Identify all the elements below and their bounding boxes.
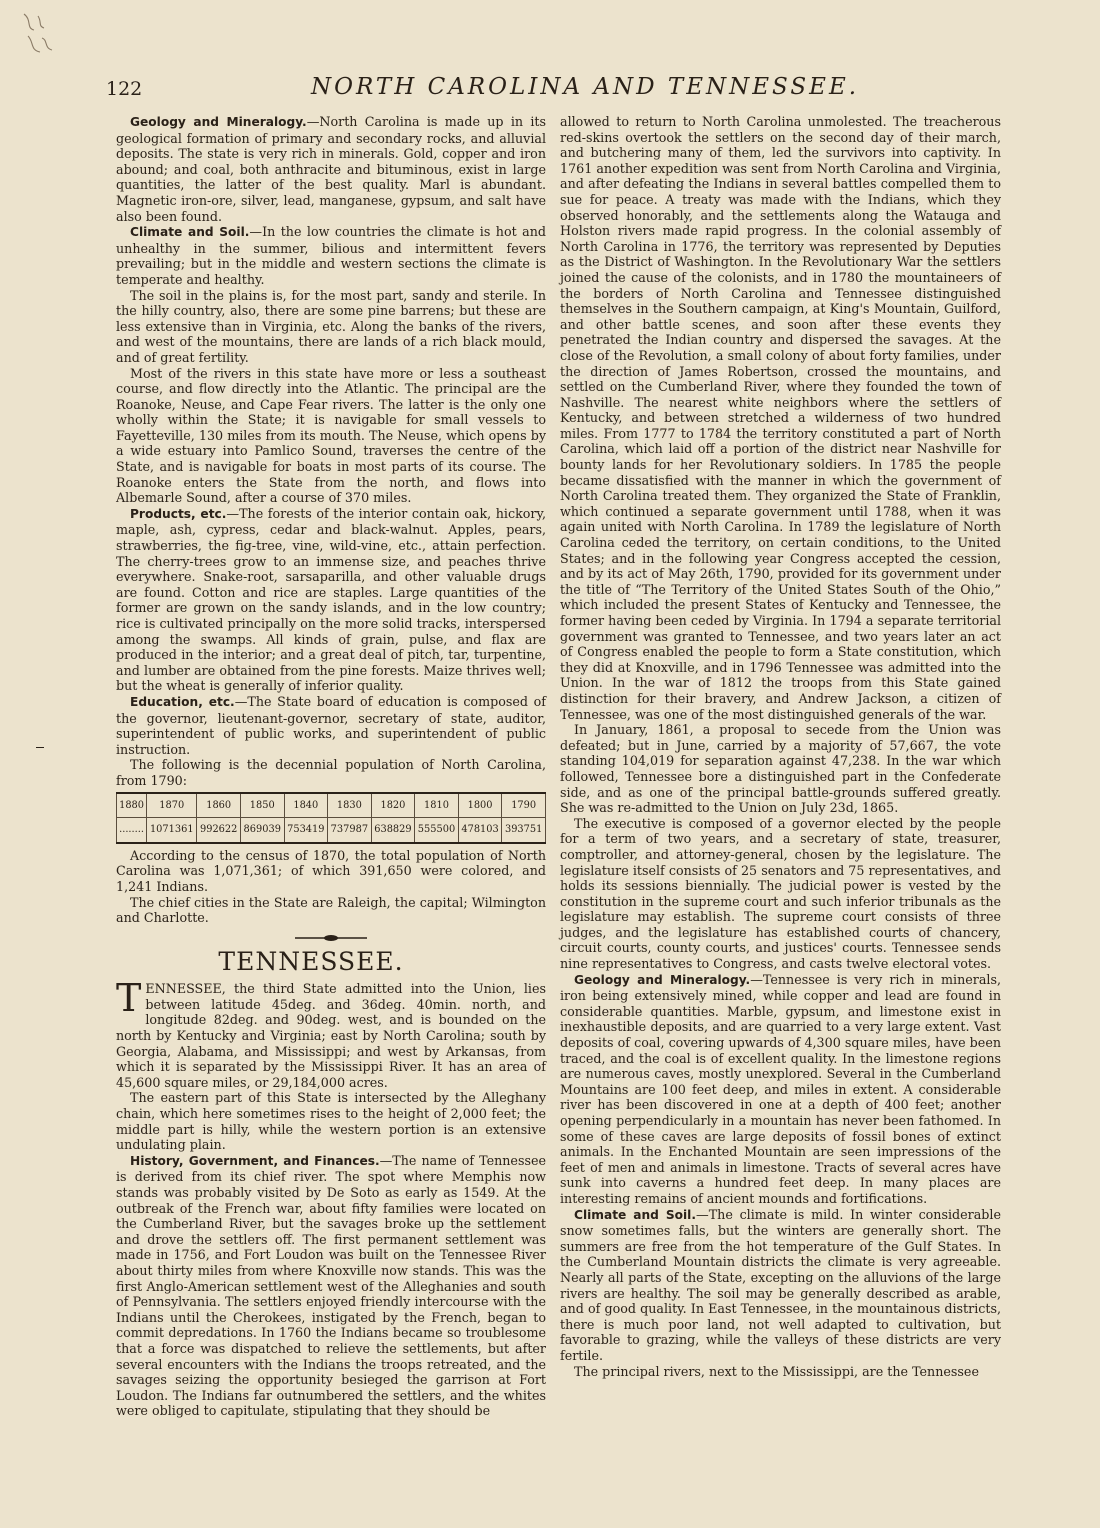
left-column xyxy=(116,114,546,1419)
paragraph: In January, 1861, a proposal to secede from the Union was defeated; but in June, carried by a majority of 57,667, the vote standing 104,019 for separation against 47,238. In the war which followed, Tennessee bore a distinguished part in the Confederate side, and as one of the principal battle-grounds suffered greatly. She was re-admitted to the Union on July 23d, 1865. xyxy=(560,722,1001,816)
table-cell: 1820 xyxy=(371,793,415,818)
running-head xyxy=(106,74,860,104)
table-cell: 638829 xyxy=(371,818,415,843)
right-column xyxy=(560,114,1001,1379)
population-table xyxy=(116,792,546,844)
table-row xyxy=(117,818,546,843)
table-cell: 478103 xyxy=(458,818,502,843)
table-cell: 1860 xyxy=(197,793,241,818)
table-cell: 555500 xyxy=(415,818,459,843)
margin-mark xyxy=(36,747,44,748)
section-heading: History, Government, and Finances. xyxy=(130,1153,380,1168)
table-cell: 1800 xyxy=(458,793,502,818)
table-cell: 992622 xyxy=(197,818,241,843)
running-title: NORTH CAROLINA AND TENNESSEE. xyxy=(311,74,860,100)
table-cell: 1071361 xyxy=(147,818,197,843)
table-cell: ........ xyxy=(117,818,147,843)
table-cell: 869039 xyxy=(240,818,284,843)
paragraph: The principal rivers, next to the Mississippi, are the Tennessee xyxy=(574,1363,979,1379)
table-cell: 1790 xyxy=(502,793,546,818)
page-number: 122 xyxy=(106,78,143,100)
paragraph: The chief cities in the State are Raleigh, the capital; Wilmington and Charlotte. xyxy=(116,894,546,926)
paragraph: The executive is composed of a governor elected by the people for a term of two years, and a secretary of state, treasurer, comptroller, and attorney-general, chosen by the legislature. The legislature itself consists of 25 senators and 75 representatives, and holds its sessions biennially. The judicial power is vested by the constitution in the supreme court and such inferior tribunals as the legislature may establish. The supreme court consists of three judges, and the legislature has established courts of chancery, circuit courts, county courts, and justices' courts. Tennessee sends nine representatives to Congress, and casts twelve electoral votes. xyxy=(560,815,1001,972)
paragraph: Products, etc.—The forests of the interior contain oak, hickory, maple, ash, cypress, cedar and black-walnut. Apples, pears, strawberries, the fig-tree, vine, wild-vine, etc., attain perfection. The cherry-trees grow to an immense size, and peaches thrive everywhere. Snake-root, sarsaparilla, and other valuable drugs are found. Cotton and rice are staples. Large quantities of the former are grown on the sandy islands, and in the low country; rice is cultivated principally on the more solid tracks, interspersed among the swamps. All kinds of grain, pulse, and flax are produced in the interior; and a great deal of pitch, tar, turpentine, and lumber are obtained from the pine forests. Maize thrives well; but the wheat is generally of inferior quality. xyxy=(116,505,546,694)
table-cell: 1810 xyxy=(415,793,459,818)
table-cell: 1880 xyxy=(117,793,147,818)
paragraph: Climate and Soil.—In the low countries the climate is hot and unhealthy in the summer, bilious and intermittent fevers prevailing; but in the middle and western sections the climate is temperate and healthy. xyxy=(116,224,546,287)
paragraph: History, Government, and Finances.—The name of Tennessee is derived from its chief river. The spot where Memphis now stands was probably visited by De Soto as early as 1549. At the outbreak of the French war, about fifty families were located on the Cumberland River, but the savages broke up the settlement and drove the settlers off. The first permanent settlement was made in 1756, and Fort Loudon was built on the Tennessee River about thirty miles from where Knoxville now stands. This was the first Anglo-American settlement west of the Alleghanies and south of Pennsylvania. The settlers enjoyed friendly intercourse with the Indians until the Cherokees, instigated by the French, began to commit depredations. In 1760 the Indians became so troublesome that a force was dispatched to relieve the settlements, but after several encounters with the Indians the troops retreated, and the savages seizing the opportunity besieged the garrison at Fort Loudon. The Indians far outnumbered the settlers, and the whites were obliged to capitulate, stipulating that they should be xyxy=(116,1152,546,1419)
table-cell: 393751 xyxy=(502,818,546,843)
paragraph: allowed to return to North Carolina unmolested. The treacherous red-skins overtook the settlers on the second day of their march, and butchering many of them, led the survivors into captivity. In 1761 another expedition was sent from North Carolina and Virginia, and after defeating the Indians in several battles compelled them to sue for peace. A treaty was made with the Indians, which they observed honorably, and the settlements along the Watauga and Holston rivers made rapid progress. In the colonial assembly of North Carolina in 1776, the territory was represented by Deputies as the District of Washington. In the Revolutionary War the settlers joined the cause of the colonists, and in 1780 the mountaineers of the borders of North Carolina and Tennessee distinguished themselves in the Southern campaign, at King's Mountain, Guilford, and other battle scenes, and soon after these events they penetrated the Indian country and dispersed the savages. At the close of the Revolution, a small colony of about forty families, under the direction of James Robertson, crossed the mountains, and settled on the Cumberland River, where they founded the town of Nashville. The nearest white neighbors where the settlers of Kentucky, and between stretched a wilderness of two hundred miles. From 1777 to 1784 the territory constituted a part of North Carolina, which laid off a portion of the district near Nashville for bounty lands for her Revolutionary soldiers. In 1785 the people became dissatisfied with the manner in which the government of North Carolina treated them. They organized the State of Franklin, which continued a separate government until 1788, when it was again united with North Carolina. In 1789 the legislature of North Carolina ceded the territory, on certain conditions, to the United States; and in the following year Congress accepted the cession, and by its act of May 26th, 1790, provided for its government under the title of “The Territory of the United States South of the Ohio,” which included the present States of Kentucky and Tennessee, the former having been ceded by Virginia. In 1794 a separate territorial government was granted to Tennessee, and two years later an act of Congress enabled the people to form a State constitution, which they did at Knoxville, and in 1796 Tennessee was admitted into the Union. In the war of 1812 the troops from this State gained distinction for their bravery, and Andrew Jackson, a citizen of Tennessee, was one of the most distinguished generals of the war. xyxy=(560,114,1001,722)
section-title: TENNESSEE. xyxy=(218,946,404,976)
section-heading: Products, etc. xyxy=(130,506,227,521)
paragraph: TENNESSEE, the third State admitted into the Union, lies between latitude 45deg. and 36deg. 40min. north, and longitude 82deg. and 90deg. west, and is bounded on the north by Kentucky and Virginia; east by North Carolina; south by Georgia, Alabama, and Mississippi; and west by Arkansas, from which it is separated by the Mississippi River. It has an area of 45,600 square miles, or 29,184,000 acres. xyxy=(116,976,546,1090)
paragraph: Most of the rivers in this state have more or less a southeast course, and flow directly into the Atlantic. The principal are the Roanoke, Neuse, and Cape Fear rivers. The latter is the only one wholly within the State; it is navigable for small vessels to Fayetteville, 130 miles from its mouth. The Neuse, which opens by a wide estuary into Pamlico Sound, traverses the centre of the State, and is navigable for boats in most parts of its course. The Roanoke enters the State from the north, and flows into Albemarle Sound, after a course of 370 miles. xyxy=(116,365,546,506)
section-heading: Climate and Soil. xyxy=(130,225,250,240)
section-heading: Climate and Soil. xyxy=(574,1207,696,1222)
paragraph: Geology and Mineralogy.—North Carolina is made up in its geological formation of primary and secondary rocks, and alluvial deposits. The state is very rich in minerals. Gold, copper and iron abound; and coal, both anthracite and bituminous, exist in large quantities, the latter of the best quality. Marl is abundant. Magnetic iron-ore, silver, lead, manganese, gypsum, and salt have also been found. xyxy=(116,114,546,224)
paragraph: Geology and Mineralogy.—Tennessee is very rich in minerals, iron being extensively mined, while copper and lead are found in considerable quantities. Marble, gypsum, and limestone exist in inexhaustible deposits, and are quarried to a very large extent. Vast deposits of coal, covering upwards of 4,300 square miles, have been traced, and the coal is of excellent quality. In the limestone regions are numerous caves, mostly unexplored. Several in the Cumberland Mountains are 100 feet deep, and miles in extent. A considerable river has been discovered in one at a depth of 400 feet; another opening perpendicularly in a mountain has never been fathomed. In some of these caves are large deposits of fossil bones of extinct animals. In the Enchanted Mountain are seen impressions of the feet of men and animals in limestone. Tracts of several acres have sunk into caverns a hundred feet deep. In many places are interesting remains of ancient mounds and fortifications. xyxy=(560,971,1001,1206)
paragraph: Education, etc.—The State board of education is composed of the governor, lieutenant-governor, secretary of state, auditor, superintendent of public works, and superintendent of public instruction. xyxy=(116,693,547,757)
paragraph: According to the census of 1870, the total population of North Carolina was 1,071,361; of which 391,650 were colored, and 1,241 Indians. xyxy=(116,847,546,894)
table-cell: 1850 xyxy=(240,793,284,818)
paragraph: The eastern part of this State is intersected by the Alleghany chain, which here sometimes rises to the height of 2,000 feet; the middle part is hilly, while the western portion is an extensive undulating plain. xyxy=(116,1090,546,1153)
section-heading: Geology and Mineralogy. xyxy=(574,972,751,987)
table-cell: 1830 xyxy=(328,793,372,818)
table-cell: 1840 xyxy=(284,793,328,818)
table-row xyxy=(117,793,546,818)
divider-ornament xyxy=(291,934,371,942)
section-heading: Geology and Mineralogy. xyxy=(130,115,307,129)
paragraph: The soil in the plains is, for the most part, sandy and sterile. In the hilly country, also, there are some pine barrens; but these are less extensive than in Virginia, etc. Along the banks of the rivers, and west of the mountains, there are lands of a rich black mould, and of great fertility. xyxy=(116,287,546,365)
table-cell: 1870 xyxy=(147,793,197,818)
paragraph: Climate and Soil.—The climate is mild. In winter considerable snow sometimes falls, but the winters are generally short. The summers are free from the hot temperature of the Gulf States. In the Cumberland Mountain districts the climate is very agreeable. Nearly all parts of the State, excepting on the alluvions of the large rivers are healthy. The soil may be generally described as arable, and of good quality. In East Tennessee, in the mountainous districts, there is much poor land, not well adapted to cultivation, but favorable to grazing, while the valleys of these districts are very fertile. xyxy=(560,1206,1001,1363)
table-cell: 737987 xyxy=(328,818,372,843)
pencil-annotation xyxy=(18,10,68,60)
drop-cap: T xyxy=(116,976,142,1021)
section-heading: Education, etc. xyxy=(130,694,235,709)
paragraph: The following is the decennial population of North Carolina, from 1790: xyxy=(116,757,546,788)
table-cell: 753419 xyxy=(284,818,328,843)
